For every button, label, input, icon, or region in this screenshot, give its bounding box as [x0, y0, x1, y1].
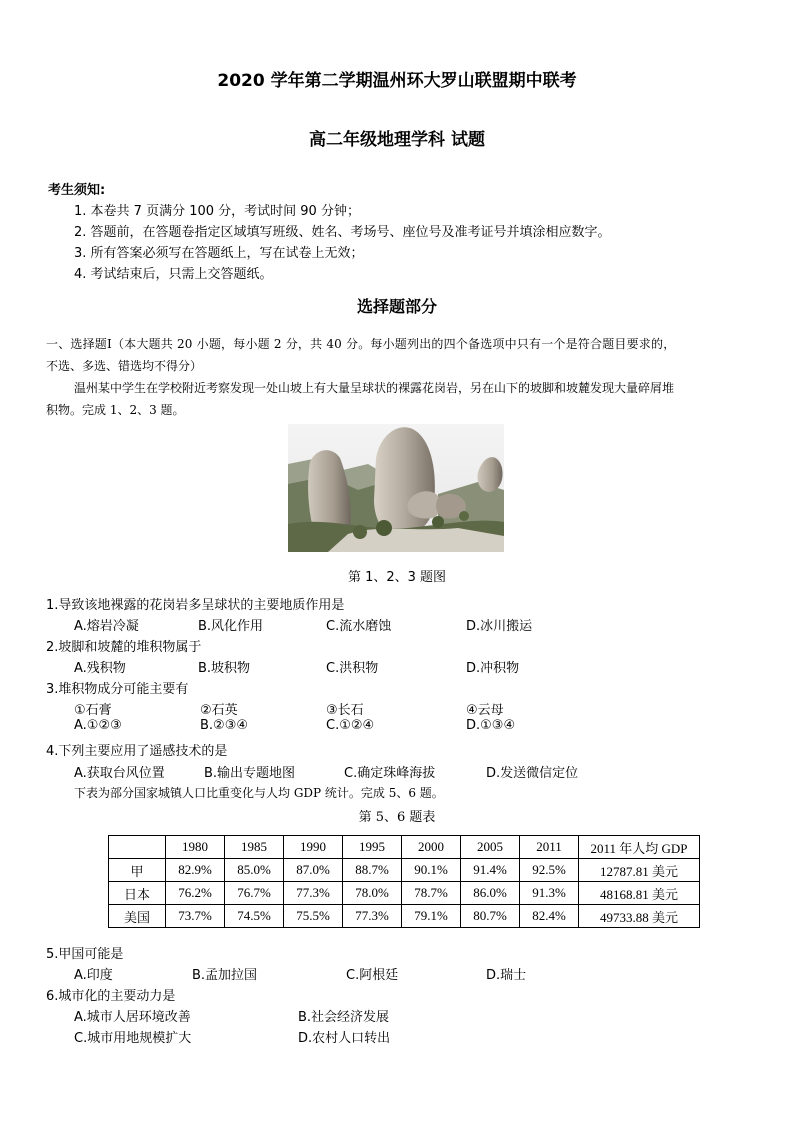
part1-instructions-cont: 不选、多选、错选均不得分）: [46, 359, 203, 373]
exam-title: 2020 学年第二学期温州环大罗山联盟期中联考: [217, 71, 577, 91]
table-intro: 下表为部分国家城镇人口比重变化与人均 GDP 统计。完成 5、6 题。: [74, 786, 444, 800]
table-header-cell: 2000: [402, 836, 461, 859]
table-cell: 甲: [109, 859, 166, 882]
table-row: [109, 859, 700, 882]
item-3: ③长石: [326, 703, 364, 718]
table-header-row: [109, 836, 700, 859]
option-d: D.瑞士: [486, 968, 527, 983]
option-d: D.冰川搬运: [466, 619, 533, 634]
urbanization-table: [108, 835, 700, 928]
option-d: D.①③④: [466, 718, 516, 733]
option-c: C.确定珠峰海拔: [344, 766, 436, 781]
option-a: A.熔岩冷凝: [74, 619, 139, 634]
table-header-cell: 2011 年人均 GDP: [579, 836, 700, 859]
notice-item: 4. 考试结束后，只需上交答题纸。: [74, 267, 273, 282]
table-cell: 75.5%: [284, 905, 343, 928]
part1-instructions: 一、选择题Ⅰ（本大题共 20 小题，每小题 2 分，共 40 分。每小题列出的四个备选项中只有一个是符合题目要求的，: [46, 337, 676, 351]
table-cell: 76.2%: [166, 882, 225, 905]
table-cell: 73.7%: [166, 905, 225, 928]
table-cell: 78.0%: [343, 882, 402, 905]
table-cell: 87.0%: [284, 859, 343, 882]
option-b: B.坡积物: [198, 661, 251, 676]
table-cell: 78.7%: [402, 882, 461, 905]
option-d: D.农村人口转出: [298, 1031, 391, 1046]
table-cell: 日本: [109, 882, 166, 905]
option-d: D.发送微信定位: [486, 766, 579, 781]
question-stem: 2.坡脚和坡麓的堆积物属于: [46, 640, 202, 655]
question-stem: 5.甲国可能是: [46, 947, 124, 962]
option-b: B.②③④: [200, 718, 249, 733]
table-cell: 92.5%: [520, 859, 579, 882]
table-cell: 82.9%: [166, 859, 225, 882]
table-cell: 85.0%: [225, 859, 284, 882]
table-cell: 77.3%: [284, 882, 343, 905]
table-cell: 82.4%: [520, 905, 579, 928]
option-a: A.①②③: [74, 718, 122, 733]
option-c: C.①②④: [326, 718, 375, 733]
question-stem: 6.城市化的主要动力是: [46, 989, 176, 1004]
table-header-cell: 1995: [343, 836, 402, 859]
table-cell: 48168.81 美元: [579, 882, 700, 905]
table-cell: 77.3%: [343, 905, 402, 928]
option-a: A.印度: [74, 968, 113, 983]
table-cell: 美国: [109, 905, 166, 928]
granite-photo: [288, 424, 504, 552]
table-row: [109, 905, 700, 928]
table-cell: 90.1%: [402, 859, 461, 882]
table-cell: 88.7%: [343, 859, 402, 882]
table-cell: 91.4%: [461, 859, 520, 882]
table-cell: 76.7%: [225, 882, 284, 905]
table-header-cell: 2005: [461, 836, 520, 859]
option-c: C.流水磨蚀: [326, 619, 392, 634]
table-header-cell: 1990: [284, 836, 343, 859]
question-stem: 4.下列主要应用了遥感技术的是: [46, 744, 228, 759]
question-stem: 3.堆积物成分可能主要有: [46, 682, 189, 697]
item-2: ②石英: [200, 703, 238, 718]
passage-text: 温州某中学生在学校附近考察发现一处山坡上有大量呈球状的裸露花岗岩，另在山下的坡脚和坡麓发现大量碎屑堆: [74, 381, 675, 395]
option-d: D.冲积物: [466, 661, 520, 676]
notice-item: 2. 答题前，在答题卷指定区域填写班级、姓名、考场号、座位号及准考证号并填涂相应数字。: [74, 225, 611, 240]
notice-item: 3. 所有答案必须写在答题纸上，写在试卷上无效；: [74, 246, 364, 261]
question-stem: 1.导致该地裸露的花岗岩多呈球状的主要地质作用是: [46, 598, 345, 613]
option-c: C.阿根廷: [346, 968, 399, 983]
item-4: ④云母: [466, 703, 504, 718]
table-header-cell: 1985: [225, 836, 284, 859]
option-b: B.社会经济发展: [298, 1010, 390, 1025]
option-b: B.输出专题地图: [204, 766, 296, 781]
table-cell: 49733.88 美元: [579, 905, 700, 928]
option-a: A.城市人居环境改善: [74, 1010, 191, 1025]
option-b: B.孟加拉国: [192, 968, 258, 983]
table-cell: 79.1%: [402, 905, 461, 928]
table-header-cell: 2011: [520, 836, 579, 859]
table-cell: 86.0%: [461, 882, 520, 905]
table-header-cell: 1980: [166, 836, 225, 859]
option-c: C.洪积物: [326, 661, 379, 676]
passage-text-cont: 积物。完成 1、2、3 题。: [46, 403, 185, 417]
table-cell: 80.7%: [461, 905, 520, 928]
table-caption: 第 5、6 题表: [358, 810, 436, 825]
notice-item: 1. 本卷共 7 页满分 100 分，考试时间 90 分钟；: [74, 204, 360, 219]
option-a: A.残积物: [74, 661, 126, 676]
table-row: [109, 882, 700, 905]
exam-subtitle: 高二年级地理学科 试题: [309, 130, 485, 150]
option-a: A.获取台风位置: [74, 766, 165, 781]
table-header-cell: [109, 836, 166, 859]
table-cell: 91.3%: [520, 882, 579, 905]
table-cell: 74.5%: [225, 905, 284, 928]
section-title: 选择题部分: [356, 297, 437, 316]
notice-heading: 考生须知:: [48, 183, 106, 198]
figure-caption: 第 1、2、3 题图: [347, 570, 447, 585]
table-cell: 12787.81 美元: [579, 859, 700, 882]
option-b: B.风化作用: [198, 619, 264, 634]
option-c: C.城市用地规模扩大: [74, 1031, 192, 1046]
item-1: ①石膏: [74, 703, 112, 718]
